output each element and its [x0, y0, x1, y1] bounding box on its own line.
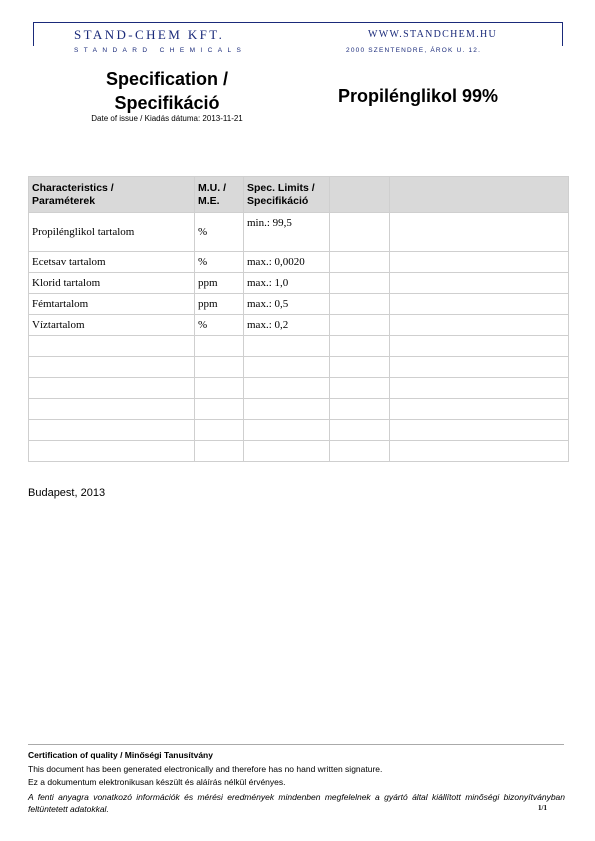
specification-table	[28, 176, 569, 462]
table-row	[29, 294, 569, 315]
cell-empty	[29, 378, 195, 399]
cell-empty	[244, 357, 330, 378]
cell-limit: max.: 0,5	[244, 294, 330, 315]
cell-empty	[195, 336, 244, 357]
cell-empty	[330, 399, 390, 420]
cell-empty	[29, 399, 195, 420]
cell-characteristic: Klorid tartalom	[29, 273, 195, 294]
cell-unit: %	[195, 315, 244, 336]
table-row	[29, 315, 569, 336]
cell-characteristic: Fémtartalom	[29, 294, 195, 315]
cell-empty	[195, 399, 244, 420]
cell-empty	[330, 441, 390, 462]
cell-characteristic: Víztartalom	[29, 315, 195, 336]
document-title-line2: Specifikáció	[114, 93, 220, 113]
document-title	[62, 67, 272, 115]
cell-unit: %	[195, 252, 244, 273]
cell-characteristic: Propilénglikol tartalom	[29, 213, 195, 252]
header-border-left	[33, 22, 34, 46]
company-tagline: STANDARD CHEMICALS	[74, 47, 247, 54]
cell-unit: %	[195, 213, 244, 252]
header-empty-2	[390, 177, 569, 213]
cell-empty	[390, 294, 569, 315]
table-header-row	[29, 177, 569, 213]
cell-empty	[390, 336, 569, 357]
cell-empty	[330, 273, 390, 294]
cell-empty	[390, 378, 569, 399]
page-number: 1/1	[538, 804, 547, 812]
header-border-top	[33, 22, 563, 23]
table-row	[29, 336, 569, 357]
table-row	[29, 420, 569, 441]
table-row	[29, 213, 569, 252]
place-and-year: Budapest, 2013	[28, 487, 106, 499]
header-unit: M.U. / M.E.	[195, 177, 244, 213]
cell-empty	[330, 378, 390, 399]
cell-empty	[29, 357, 195, 378]
cell-empty	[390, 252, 569, 273]
footer-disclaimer: A fenti anyagra vonatkozó információk és mérési eredmények mindenben megfelelnek a gyártó által kiállított minőségi bizonyítványban feltüntetett adatokkal.	[28, 792, 565, 814]
cell-empty	[29, 336, 195, 357]
cell-empty	[195, 357, 244, 378]
header-border-right	[562, 22, 563, 46]
cell-empty	[195, 420, 244, 441]
header-characteristics: Characteristics / Paraméterek	[29, 177, 195, 213]
company-name: STAND-CHEM KFT.	[74, 27, 225, 42]
cell-limit: min.: 99,5	[244, 213, 330, 252]
cell-empty	[244, 441, 330, 462]
cell-empty	[330, 213, 390, 252]
cell-empty	[244, 378, 330, 399]
footer-note-hungarian: Ez a dokumentum elektronikusan készült és aláírás nélkül érvényes.	[28, 777, 286, 787]
table-row	[29, 441, 569, 462]
certification-title: Certification of quality / Minőségi Tanusítvány	[28, 750, 213, 760]
cell-empty	[29, 441, 195, 462]
cell-empty	[244, 336, 330, 357]
cell-empty	[330, 252, 390, 273]
cell-empty	[330, 357, 390, 378]
cell-empty	[390, 441, 569, 462]
cell-empty	[330, 420, 390, 441]
cell-empty	[390, 420, 569, 441]
cell-limit: max.: 0,2	[244, 315, 330, 336]
cell-empty	[244, 420, 330, 441]
issue-date: Date of issue / Kiadás dátuma: 2013-11-21	[91, 114, 243, 123]
table-row	[29, 252, 569, 273]
cell-unit: ppm	[195, 294, 244, 315]
cell-limit: max.: 0,0020	[244, 252, 330, 273]
table-row	[29, 273, 569, 294]
company-address: 2000 SZENTENDRE, ÁROK U. 12.	[346, 47, 482, 54]
company-website: WWW.STANDCHEM.HU	[368, 29, 498, 40]
cell-empty	[390, 399, 569, 420]
cell-empty	[195, 441, 244, 462]
cell-empty	[330, 294, 390, 315]
cell-empty	[390, 273, 569, 294]
footer-divider	[28, 744, 564, 745]
cell-empty	[29, 420, 195, 441]
table-row	[29, 357, 569, 378]
header-spec-limits: Spec. Limits / Specifikáció	[244, 177, 330, 213]
cell-empty	[330, 336, 390, 357]
cell-empty	[244, 399, 330, 420]
cell-empty	[390, 213, 569, 252]
cell-limit: max.: 1,0	[244, 273, 330, 294]
document-title-line1: Specification /	[105, 69, 229, 89]
table-row	[29, 378, 569, 399]
cell-unit: ppm	[195, 273, 244, 294]
cell-empty	[330, 315, 390, 336]
cell-empty	[195, 378, 244, 399]
cell-empty	[390, 315, 569, 336]
cell-characteristic: Ecetsav tartalom	[29, 252, 195, 273]
footer-note-english: This document has been generated electronically and therefore has no hand written signature.	[28, 764, 383, 774]
cell-empty	[390, 357, 569, 378]
header-empty-1	[330, 177, 390, 213]
table-row	[29, 399, 569, 420]
product-name: Propilénglikol 99%	[338, 86, 499, 106]
